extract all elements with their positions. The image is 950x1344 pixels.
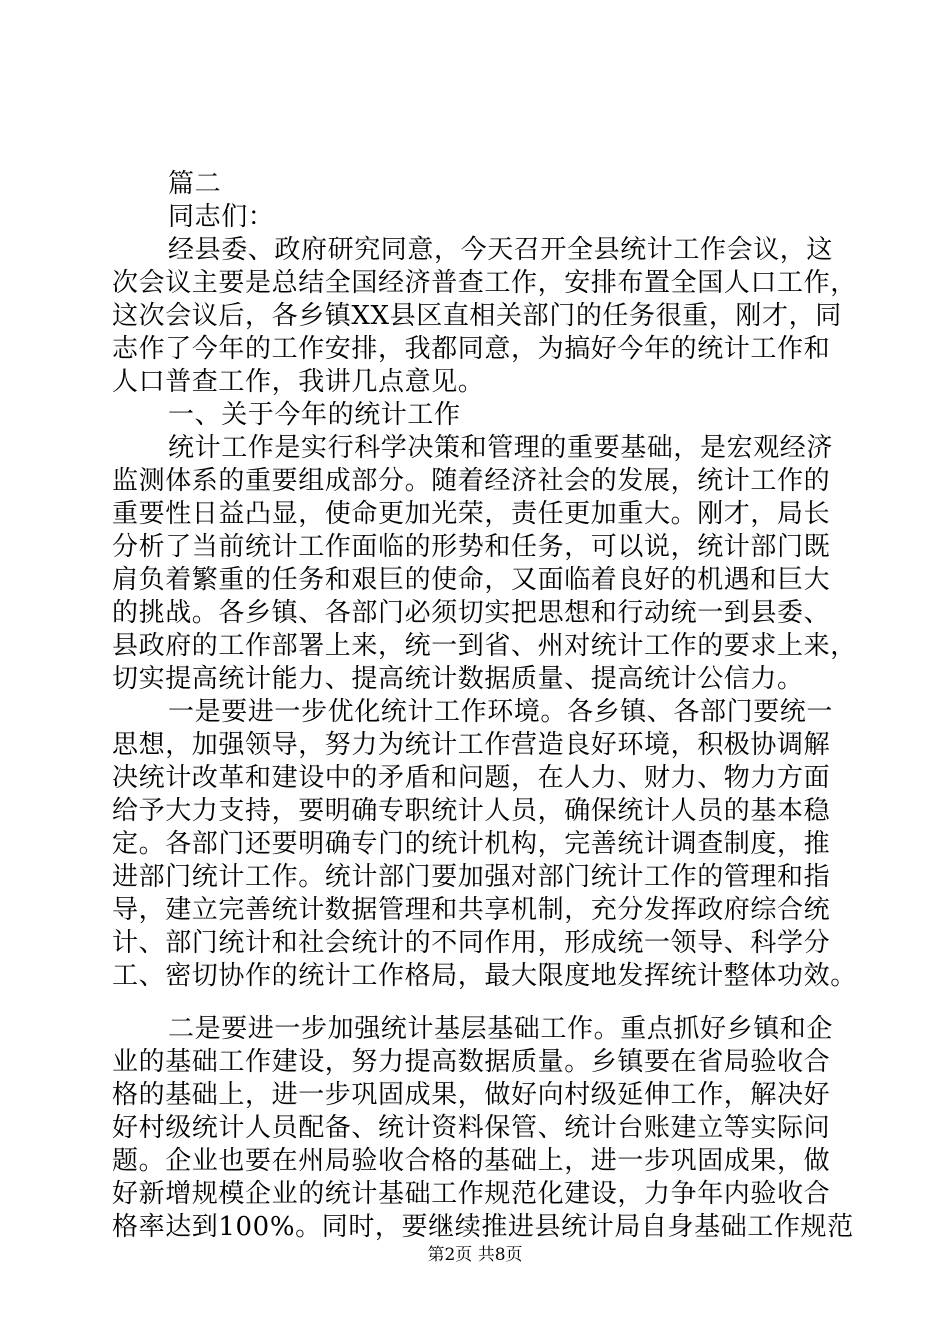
page-footer	[0, 1244, 950, 1266]
paragraph-line: 进部门统计工作。统计部门要加强对部门统计工作的管理和指	[112, 862, 831, 892]
paragraph-line: 重要性日益凸显，使命更加光荣，责任更加重大。刚才，局长	[112, 499, 831, 529]
paragraph-line: 人口普查工作，我讲几点意见。	[112, 367, 485, 397]
paragraph-line: 经县委、政府研究同意，今天召开全县统计工作会议，这	[168, 235, 834, 265]
document-body	[112, 168, 857, 1244]
paragraph-line: 导，建立完善统计数据管理和共享机制，充分发挥政府综合统	[112, 895, 831, 925]
salutation: 同志们：	[168, 202, 275, 232]
paragraph-line: 思想，加强领导，努力为统计工作营造良好环境，积极协调解	[112, 730, 831, 760]
paragraph-line: 县政府的工作部署上来，统一到省、州对统计工作的要求上来，	[112, 631, 857, 661]
paragraph-line: 肩负着繁重的任务和艰巨的使命，又面临着良好的机遇和巨大	[112, 565, 831, 595]
paragraph-line: 分析了当前统计工作面临的形势和任务，可以说，统计部门既	[112, 532, 831, 562]
paragraph-2	[112, 432, 857, 696]
paragraph-line: 格的基础上，进一步巩固成果，做好向村级延伸工作，解决好	[112, 1080, 831, 1110]
paragraph-line: 这次会议后，各乡镇XX县区直相关部门的任务很重，刚才，同	[112, 301, 842, 331]
paragraph-spacer	[112, 993, 840, 1013]
paragraph-line: 好村级统计人员配备、统计资料保管、统计台账建立等实际问	[112, 1113, 831, 1143]
paragraph-line: 计、部门统计和社会统计的不同作用，形成统一领导、科学分	[112, 928, 831, 958]
paragraph-line: 决统计改革和建设中的矛盾和问题，在人力、财力、物力方面	[112, 763, 831, 793]
paragraph-4	[112, 1013, 854, 1244]
paragraph-line: 的挑战。各乡镇、各部门必须切实把思想和行动统一到县委、	[112, 598, 831, 628]
section-heading: 一、关于今年的统计工作	[168, 400, 461, 430]
paragraph-1	[112, 234, 857, 399]
paragraph-line: 切实提高统计能力、提高统计数据质量、提高统计公信力。	[112, 664, 804, 694]
paragraph-line: 给予大力支持，要明确专职统计人员，确保统计人员的基本稳	[112, 796, 831, 826]
paragraph-line: 好新增规模企业的统计基础工作规范化建设，力争年内验收合	[112, 1179, 831, 1209]
paragraph-line: 二是要进一步加强统计基层基础工作。重点抓好乡镇和企	[168, 1014, 834, 1044]
paragraph-line: 定。各部门还要明确专门的统计机构，完善统计调查制度，推	[112, 829, 831, 859]
paragraph-line: 志作了今年的工作安排，我都同意，为搞好今年的统计工作和	[112, 334, 831, 364]
paragraph-line: 业的基础工作建设，努力提高数据质量。乡镇要在省局验收合	[112, 1047, 831, 1077]
section-title: 篇二	[168, 169, 222, 199]
page-indicator: 第2页 共8页	[427, 1245, 523, 1265]
paragraph-line: 次会议主要是总结全国经济普查工作，安排布置全国人口工作，	[112, 268, 857, 298]
paragraph-line: 格率达到100%。同时，要继续推进县统计局自身基础工作规范	[112, 1212, 854, 1242]
paragraph-line: 工、密切协作的统计工作格局，最大限度地发挥统计整体功效。	[112, 961, 857, 991]
paragraph-line: 一是要进一步优化统计工作环境。各乡镇、各部门要统一	[168, 697, 834, 727]
paragraph-3	[112, 696, 857, 993]
paragraph-line: 监测体系的重要组成部分。随着经济社会的发展，统计工作的	[112, 466, 831, 496]
paragraph-line: 题。企业也要在州局验收合格的基础上，进一步巩固成果，做	[112, 1146, 831, 1176]
paragraph-line: 统计工作是实行科学决策和管理的重要基础，是宏观经济	[168, 433, 834, 463]
